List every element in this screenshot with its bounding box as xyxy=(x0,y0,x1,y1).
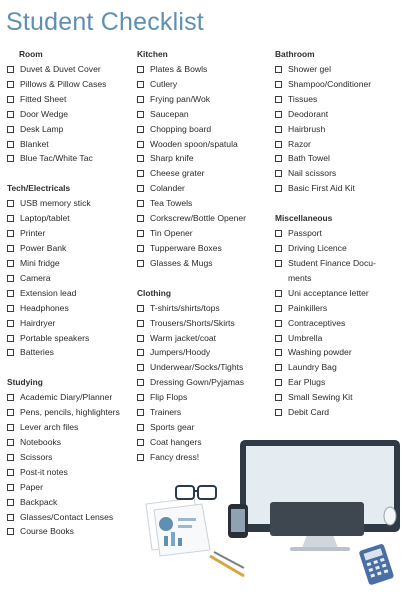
checkbox[interactable] xyxy=(7,349,14,356)
checklist-item-label: Tin Opener xyxy=(150,227,193,238)
mouse-icon xyxy=(384,507,396,525)
checkbox[interactable] xyxy=(7,409,14,416)
checklist-item[interactable] xyxy=(7,495,137,510)
column-2 xyxy=(137,47,275,465)
checklist-item[interactable] xyxy=(137,345,275,360)
page-title: Student Checklist xyxy=(6,8,204,36)
checklist-item[interactable] xyxy=(137,92,275,107)
checklist-item[interactable] xyxy=(137,166,275,181)
checklist-item[interactable] xyxy=(275,166,406,181)
checklist-item-label: Corkscrew/Bottle Opener xyxy=(150,213,246,224)
checklist-item[interactable] xyxy=(275,345,406,360)
checklist-item-label: USB memory stick xyxy=(20,198,91,209)
checklist-item-label: Camera xyxy=(20,272,51,283)
column-1 xyxy=(7,47,137,539)
checklist-item-label: Chopping board xyxy=(150,123,212,134)
desk-illustration xyxy=(140,440,406,596)
checklist-item-label: Uni acceptance letter xyxy=(288,287,369,298)
checklist-item-label: Cheese grater xyxy=(150,168,205,179)
checkbox[interactable] xyxy=(137,335,144,342)
checklist-item-label: Basic First Aid Kit xyxy=(288,183,355,194)
checklist-item-label: Shower gel xyxy=(288,64,331,74)
checklist-item[interactable] xyxy=(275,92,406,107)
checkbox[interactable] xyxy=(137,305,144,312)
checklist-item[interactable] xyxy=(137,77,275,92)
checklist-item-label: Blanket xyxy=(20,138,49,149)
checkbox[interactable] xyxy=(275,96,282,103)
checklist-item[interactable] xyxy=(7,465,137,480)
checklist-item-label: Backpack xyxy=(20,496,58,507)
checklist-item-label: Dressing Gown/Pyjamas xyxy=(150,377,245,388)
checklist-item-label: Saucepan xyxy=(150,108,189,119)
checkbox[interactable] xyxy=(137,185,144,192)
checklist-item-label: Fancy dress! xyxy=(150,451,200,462)
checklist-item-label: Shampoo/Conditioner xyxy=(288,78,372,89)
checkbox[interactable] xyxy=(7,126,14,133)
checklist-item[interactable] xyxy=(7,435,137,450)
checkbox[interactable] xyxy=(275,81,282,88)
checkbox[interactable] xyxy=(275,141,282,148)
checkbox[interactable] xyxy=(137,96,144,103)
checklist-item[interactable] xyxy=(7,301,137,316)
checkbox[interactable] xyxy=(275,260,282,267)
checklist-item-label: T-shirts/shirts/tops xyxy=(150,302,220,313)
checkbox[interactable] xyxy=(275,66,282,73)
checkbox[interactable] xyxy=(137,379,144,386)
checklist-item[interactable] xyxy=(137,256,275,271)
checkbox[interactable] xyxy=(7,394,14,401)
checklist-item-label: Cutlery xyxy=(150,78,178,89)
checklist-item[interactable] xyxy=(275,256,406,286)
checklist-item[interactable] xyxy=(7,196,137,211)
checklist-item-label: Bath Towel xyxy=(288,153,330,164)
checkbox[interactable] xyxy=(7,260,14,267)
checkbox[interactable] xyxy=(275,170,282,177)
checklist-item[interactable] xyxy=(137,151,275,166)
checkbox[interactable] xyxy=(7,469,14,476)
checkbox[interactable] xyxy=(7,320,14,327)
phone-icon xyxy=(228,504,248,538)
checklist-item[interactable] xyxy=(275,77,406,92)
checklist-item[interactable] xyxy=(275,122,406,137)
checklist-item[interactable] xyxy=(137,316,275,331)
checklist-item-label: Warm jacket/coat xyxy=(150,332,217,343)
checklist-item-label: Paper xyxy=(20,481,43,492)
checklist-item-label: Laptop/tablet xyxy=(20,213,70,224)
checkbox[interactable] xyxy=(275,305,282,312)
checkbox[interactable] xyxy=(137,170,144,177)
checkbox[interactable] xyxy=(137,364,144,371)
checkbox[interactable] xyxy=(137,111,144,118)
checklist-item[interactable] xyxy=(7,524,137,539)
checklist-item-label: Jumpers/Hoody xyxy=(150,347,211,358)
checklist-item-label: Fitted Sheet xyxy=(20,93,67,104)
checklist-item-label: Laundry Bag xyxy=(288,362,337,373)
checkbox[interactable] xyxy=(275,111,282,118)
checklist-item-label: Extension lead xyxy=(20,287,77,298)
checkbox[interactable] xyxy=(7,275,14,282)
checklist-item[interactable] xyxy=(275,62,406,77)
checklist-item-label: Scissors xyxy=(20,451,53,462)
checkbox[interactable] xyxy=(275,185,282,192)
checkbox[interactable] xyxy=(275,335,282,342)
checkbox[interactable] xyxy=(137,155,144,162)
checkbox[interactable] xyxy=(7,424,14,431)
checkbox[interactable] xyxy=(7,335,14,342)
checklist-item-label: Lever arch files xyxy=(20,422,79,433)
checkbox[interactable] xyxy=(137,66,144,73)
checklist-item-label: Small Sewing Kit xyxy=(288,392,353,403)
checklist-item[interactable] xyxy=(275,316,406,331)
checkbox[interactable] xyxy=(275,155,282,162)
checklist-item[interactable] xyxy=(7,77,137,92)
checkbox[interactable] xyxy=(137,141,144,148)
checklist-item[interactable] xyxy=(275,241,406,256)
checklist-item[interactable] xyxy=(7,62,137,77)
checklist-item[interactable] xyxy=(7,226,137,241)
section-heading: Room xyxy=(19,49,43,59)
checklist-item[interactable] xyxy=(137,122,275,137)
glasses-icon xyxy=(176,486,216,499)
checklist-item[interactable] xyxy=(7,345,137,360)
checklist-item-label: Razor xyxy=(288,138,311,149)
checkbox[interactable] xyxy=(275,126,282,133)
checklist-item-label: Tupperware Boxes xyxy=(150,242,222,253)
section-heading: Miscellaneous xyxy=(275,213,333,224)
checkbox[interactable] xyxy=(7,514,14,521)
checklist-item[interactable] xyxy=(7,331,137,346)
section-heading: Studying xyxy=(7,377,43,388)
checkbox[interactable] xyxy=(275,394,282,401)
checklist-item-label: Pillows & Pillow Cases xyxy=(20,78,107,89)
section-heading: Tech/Electricals xyxy=(7,183,71,194)
checkbox[interactable] xyxy=(137,230,144,237)
checklist-item-label: Umbrella xyxy=(288,332,323,343)
checklist-item[interactable] xyxy=(7,286,137,301)
checkbox[interactable] xyxy=(275,364,282,371)
checkbox[interactable] xyxy=(275,290,282,297)
checkbox[interactable] xyxy=(275,409,282,416)
checklist-item-label: Trainers xyxy=(150,407,182,418)
checklist-item-label: Blue Tac/White Tac xyxy=(20,153,93,164)
checkbox[interactable] xyxy=(7,305,14,312)
checklist-item[interactable] xyxy=(7,480,137,495)
checklist-item[interactable] xyxy=(7,390,137,405)
checklist-item[interactable] xyxy=(275,107,406,122)
checklist-item[interactable] xyxy=(137,137,275,152)
section-heading: Clothing xyxy=(137,287,171,298)
checklist-item[interactable] xyxy=(7,450,137,465)
checklist-item[interactable] xyxy=(7,107,137,122)
checklist-item[interactable] xyxy=(7,122,137,137)
checkbox[interactable] xyxy=(7,484,14,491)
checklist-item[interactable] xyxy=(275,137,406,152)
checklist-item-label: Student Finance Docu- ments xyxy=(288,257,376,283)
checklist-item-label: Wooden spoon/spatula xyxy=(150,138,238,149)
checklist-item-label: Flip Flops xyxy=(150,392,188,403)
checkbox[interactable] xyxy=(7,439,14,446)
checklist-item[interactable] xyxy=(137,301,275,316)
checkbox[interactable] xyxy=(137,424,144,431)
checkbox[interactable] xyxy=(275,349,282,356)
checklist-item-label: Underwear/Socks/Tights xyxy=(150,362,244,373)
checklist-item-label: Pens, pencils, highlighters xyxy=(20,407,120,418)
checklist-item[interactable] xyxy=(137,405,275,420)
section-heading: Kitchen xyxy=(137,49,168,59)
pencils-icon xyxy=(210,552,244,576)
checklist-item-label: Hairdryer xyxy=(20,317,56,328)
checklist-item-label: Frying pan/Wok xyxy=(150,93,211,104)
checklist-item[interactable] xyxy=(275,301,406,316)
checklist-item-label: Plates & Bowls xyxy=(150,64,208,74)
checklist-item[interactable] xyxy=(275,360,406,375)
checklist-item-label: Ear Plugs xyxy=(288,377,326,388)
checkbox[interactable] xyxy=(7,96,14,103)
checklist-item[interactable] xyxy=(137,375,275,390)
documents-icon xyxy=(146,498,210,556)
checklist-item-label: Washing powder xyxy=(288,347,352,358)
checklist-item-label: Debit Card xyxy=(288,407,330,418)
checklist-item-label: Coat hangers xyxy=(150,436,202,447)
checkbox[interactable] xyxy=(7,81,14,88)
checklist-item-label: Glasses/Contact Lenses xyxy=(20,511,114,522)
checklist-item[interactable] xyxy=(137,107,275,122)
checklist-item-label: Sharp knife xyxy=(150,153,194,164)
checklist-item[interactable] xyxy=(7,405,137,420)
checkbox[interactable] xyxy=(137,245,144,252)
checklist-item-label: Post-it notes xyxy=(20,466,68,477)
checklist-item-label: Course Books xyxy=(20,526,74,537)
checklist-item-label: Mini fridge xyxy=(20,257,60,268)
checkbox[interactable] xyxy=(7,290,14,297)
checklist-item-label: Nail scissors xyxy=(288,168,337,179)
checklist-item[interactable] xyxy=(7,241,137,256)
checklist-item-label: Academic Diary/Planner xyxy=(20,392,113,403)
checklist-item[interactable] xyxy=(7,211,137,226)
checklist-item[interactable] xyxy=(275,375,406,390)
checklist-item-label: Desk Lamp xyxy=(20,123,64,134)
checkbox[interactable] xyxy=(7,499,14,506)
checkbox[interactable] xyxy=(137,200,144,207)
checkbox[interactable] xyxy=(137,126,144,133)
checklist-item[interactable] xyxy=(275,390,406,405)
checklist-item-label: Painkillers xyxy=(288,302,328,313)
checkbox[interactable] xyxy=(137,215,144,222)
checklist-item[interactable] xyxy=(7,92,137,107)
checklist-item[interactable] xyxy=(137,196,275,211)
checkbox[interactable] xyxy=(7,111,14,118)
checklist-item-label: Duvet & Duvet Cover xyxy=(20,64,101,74)
checklist-item[interactable] xyxy=(275,331,406,346)
checklist-item-label: Power Bank xyxy=(20,243,67,254)
checkbox[interactable] xyxy=(137,320,144,327)
checklist-item-label: Tea Towels xyxy=(150,198,193,209)
checklist-item-label: Trousers/Shorts/Skirts xyxy=(150,317,235,328)
checklist-item-label: Glasses & Mugs xyxy=(150,257,213,268)
checklist-item-label: Tissues xyxy=(288,93,318,104)
checklist-item-label: Driving Licence xyxy=(288,243,347,254)
checklist-item-label: Passport xyxy=(288,228,322,239)
checkbox[interactable] xyxy=(275,320,282,327)
checklist-item[interactable] xyxy=(7,256,137,271)
checkbox[interactable] xyxy=(275,379,282,386)
checklist-item-label: Deodorant xyxy=(288,108,329,119)
checklist-item[interactable] xyxy=(137,390,275,405)
checklist-item-label: Contraceptives xyxy=(288,317,346,328)
checklist-item-label: Batteries xyxy=(20,347,54,358)
checklist-item-label: Notebooks xyxy=(20,437,62,448)
checklist-item[interactable] xyxy=(7,316,137,331)
checklist-item[interactable] xyxy=(137,211,275,226)
keyboard-icon xyxy=(270,502,364,536)
checklist-item[interactable] xyxy=(7,510,137,525)
checkbox[interactable] xyxy=(7,528,14,535)
checklist-item[interactable] xyxy=(275,151,406,166)
checkbox[interactable] xyxy=(137,81,144,88)
checklist-item[interactable] xyxy=(137,360,275,375)
checklist-item[interactable] xyxy=(275,226,406,241)
section-heading: Bathroom xyxy=(275,49,315,59)
checklist-item[interactable] xyxy=(137,226,275,241)
checklist-item-label: Hairbrush xyxy=(288,123,326,134)
checklist-item[interactable] xyxy=(275,405,406,420)
checkbox[interactable] xyxy=(7,141,14,148)
checklist-item[interactable] xyxy=(7,151,137,166)
checkbox[interactable] xyxy=(7,230,14,237)
checkbox[interactable] xyxy=(137,409,144,416)
checkbox[interactable] xyxy=(137,394,144,401)
checkbox[interactable] xyxy=(7,454,14,461)
checkbox[interactable] xyxy=(137,260,144,267)
checkbox[interactable] xyxy=(275,245,282,252)
checklist-item[interactable] xyxy=(275,286,406,301)
checkbox[interactable] xyxy=(275,230,282,237)
checklist-item[interactable] xyxy=(7,137,137,152)
checklist-item-label: Headphones xyxy=(20,302,69,313)
checklist-item[interactable] xyxy=(137,62,275,77)
checklist-item[interactable] xyxy=(137,331,275,346)
checklist-item[interactable] xyxy=(7,420,137,435)
checklist-item-label: Printer xyxy=(20,228,46,239)
checkbox[interactable] xyxy=(7,245,14,252)
checklist-item-label: Sports gear xyxy=(150,421,195,432)
checklist-item-label: Portable speakers xyxy=(20,332,90,343)
checklist-item[interactable] xyxy=(7,271,137,286)
checkbox[interactable] xyxy=(7,155,14,162)
checklist-item[interactable] xyxy=(137,420,275,435)
checklist-item-label: Colander xyxy=(150,183,185,194)
checklist-item-label: Door Wedge xyxy=(20,108,69,119)
checkbox[interactable] xyxy=(137,349,144,356)
checkbox[interactable] xyxy=(7,66,14,73)
calculator-icon xyxy=(359,543,395,585)
checklist-item[interactable] xyxy=(137,241,275,256)
checklist-item[interactable] xyxy=(275,181,406,196)
checkbox[interactable] xyxy=(7,215,14,222)
column-3 xyxy=(275,47,406,420)
checkbox[interactable] xyxy=(7,200,14,207)
checklist-item[interactable] xyxy=(137,181,275,196)
